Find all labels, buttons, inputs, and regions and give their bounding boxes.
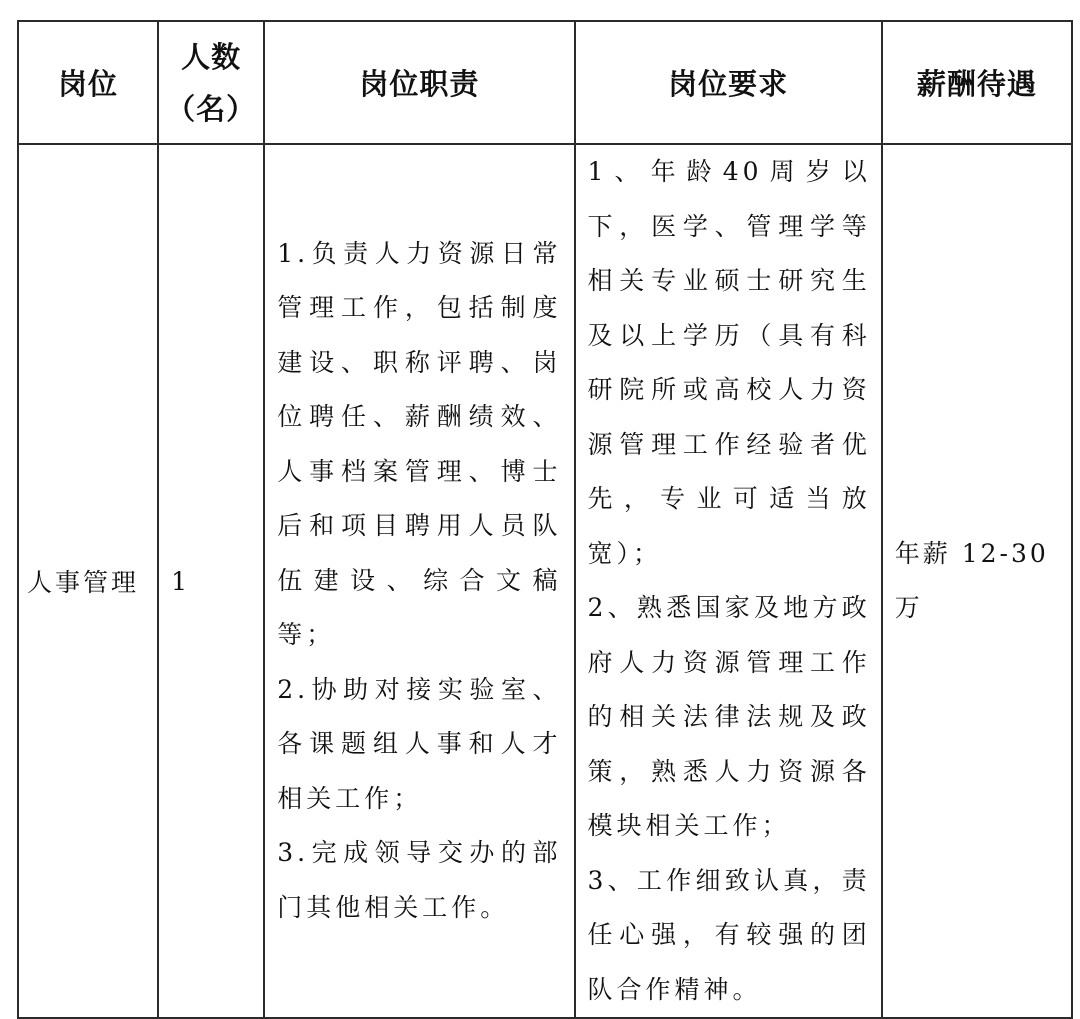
table-row (18, 144, 1072, 1018)
header-duties: 岗位职责 (264, 21, 574, 144)
salary-cell: 年薪 12-30万 (882, 144, 1072, 1018)
header-salary: 薪酬待遇 (882, 21, 1072, 144)
position-cell: 人事管理 (18, 144, 158, 1018)
requirement-item: 3、工作细致认真，责任心强，有较强的团队合作精神。 (587, 865, 871, 1004)
duty-item: 3.完成领导交办的部门其他相关工作。 (277, 838, 562, 922)
requirement-item: 2、熟悉国家及地方政府人力资源管理工作的相关法律法规及政策，熟悉人力资源各模块相关工作； (587, 593, 871, 840)
requirement-item: 1、年龄40周岁以下，医学、管理学等相关专业硕士研究生及以上学历（具有科研院所或高校人力资源管理工作经验者优先，专业可适当放宽）； (587, 157, 871, 568)
count-cell: 1 (158, 144, 264, 1018)
header-requirements: 岗位要求 (575, 21, 882, 144)
duty-item: 2.协助对接实验室、各课题组人事和人才相关工作； (277, 674, 562, 813)
header-count-label: 人数 (181, 39, 242, 74)
duties-cell (264, 144, 574, 1018)
duty-item: 1.负责人力资源日常管理工作，包括制度建设、职称评聘、岗位聘任、薪酬绩效、人事档案管理、博士后和项目聘用人员队伍建设、综合文稿等； (277, 238, 562, 650)
requirements-cell (575, 144, 882, 1018)
header-position: 岗位 (18, 21, 158, 144)
header-row (18, 21, 1072, 144)
header-count-unit: （名） (166, 91, 257, 126)
header-count (158, 21, 264, 144)
job-posting-table (17, 20, 1073, 1019)
